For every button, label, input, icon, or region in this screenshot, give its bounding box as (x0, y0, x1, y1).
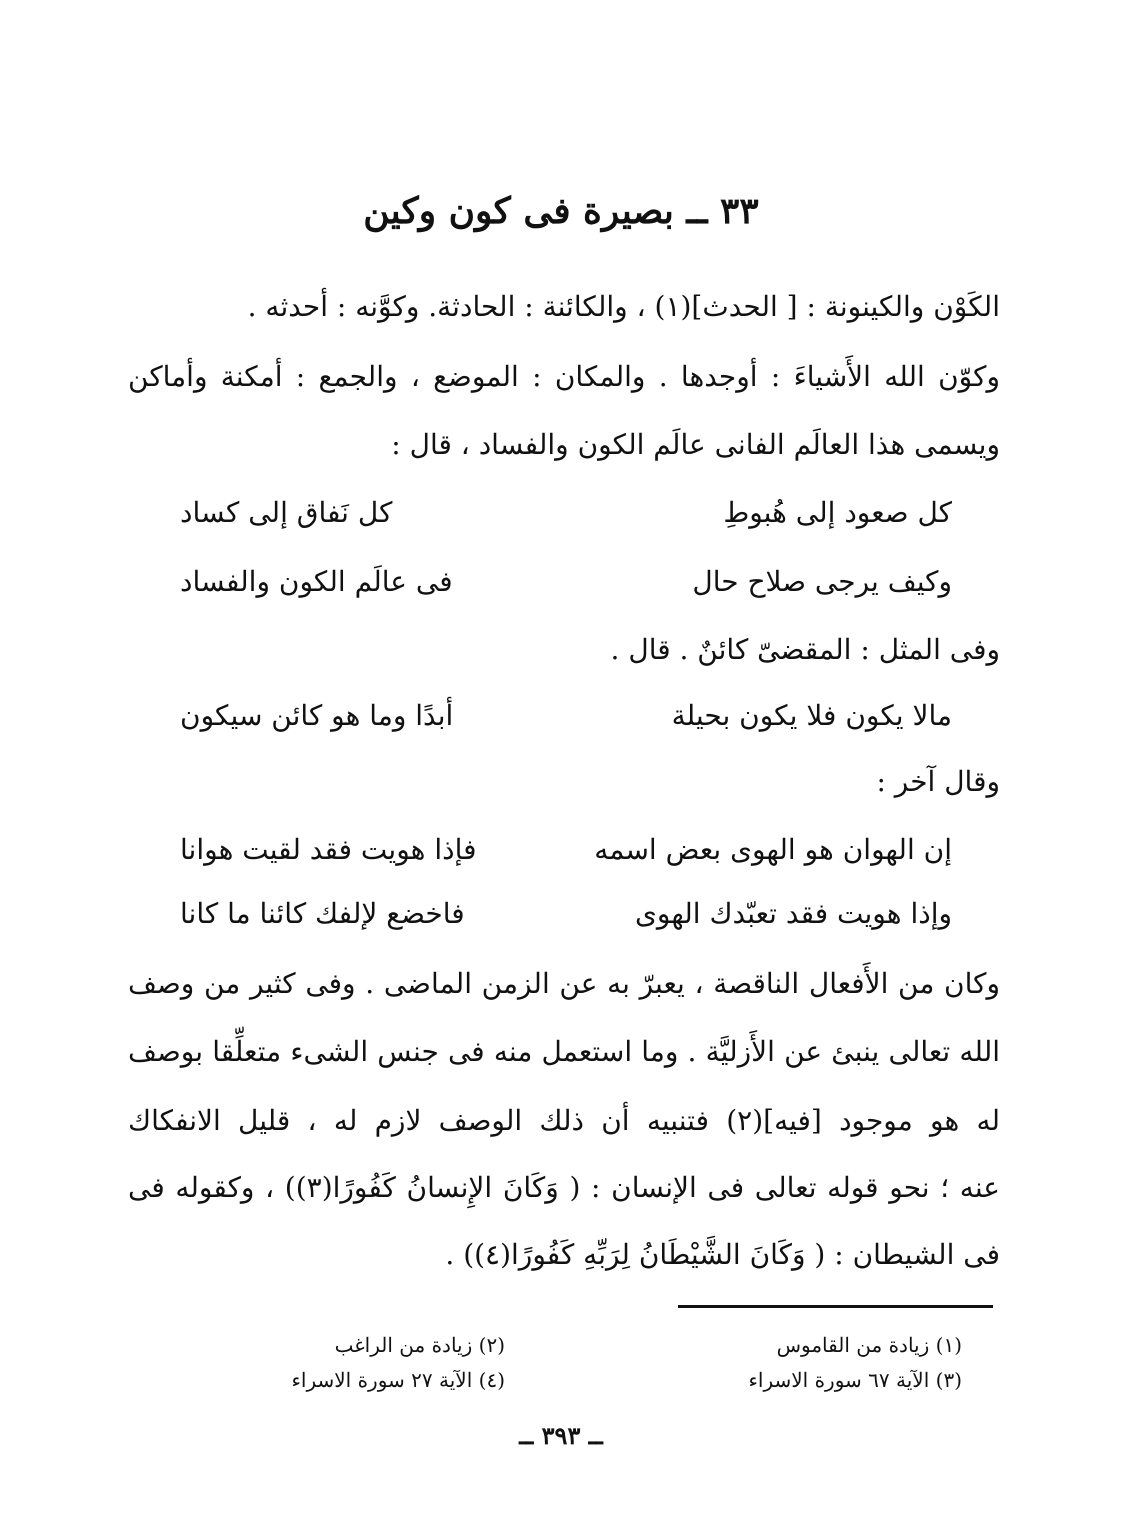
verse-4-first-hemistich: إن الهوان هو الهوى بعض اسمه (594, 833, 952, 866)
paragraph2-line-2: الله تعالى ينبئ عن الأَزليَّة . وما استعمل منه فى جنس الشىء متعلِّقا بوصف (128, 1035, 1000, 1068)
chapter-title: ٣٣ ــ بصيرة فى كون وكين (363, 190, 759, 232)
paragraph2-line-3: له هو موجود [فيه](٢) فتنبيه أن ذلك الوصف لازم له ، قليل الانفكاك (128, 1104, 1001, 1137)
verse-2-second-hemistich: فى عالَم الكون والفساد (180, 565, 453, 598)
paragraph-line-2: وكوّن الله الأَشياءَ : أوجدها . والمكان : الموضع ، والجمع : أمكنة وأماكن (128, 360, 1000, 393)
paragraph-line-mathal: وفى المثل : المقضىّ كائنٌ . قال . (610, 633, 1000, 666)
verse-4-second-hemistich: فإذا هويت فقد لقيت هوانا (180, 833, 477, 866)
verse-3-second-hemistich: أبدًا وما هو كائن سيكون (180, 699, 454, 732)
page-number: ــ ٣٩٣ ــ (519, 1421, 603, 1450)
footnote-2: (٢) زيادة من الراغب (334, 1333, 505, 1357)
paragraph2-line-1: وكان من الأَفعال الناقصة ، يعبرّ به عن الزمن الماضى . وفى كثير من وصف (128, 967, 1000, 1000)
verse-1 (180, 491, 952, 535)
paragraph-line-3: ويسمى هذا العالَم الفانى عالَم الكون والفساد ، قال : (391, 428, 1000, 461)
verse-4 (180, 828, 952, 872)
verse-2 (180, 560, 952, 604)
footnote-separator (678, 1305, 993, 1308)
verse-3 (180, 694, 952, 738)
verse-5-first-hemistich: وإذا هويت فقد تعبّدك الهوى (634, 897, 952, 930)
paragraph2-line-5: فى الشيطان : ( وَكَانَ الشَّيْطَانُ لِرَبِّهِ كَفُورًا(٤)) . (445, 1238, 1000, 1271)
paragraph-line-qala: وقال آخر : (876, 765, 1000, 798)
paragraph-line-1: الكَوْن والكينونة : [ الحدث](١) ، والكائنة : الحادثة. وكوَّنه : أحدثه . (247, 290, 1000, 323)
verse-5-second-hemistich: فاخضع لإلفك كائنا ما كانا (180, 897, 465, 930)
verse-3-first-hemistich: مالا يكون فلا يكون بحيلة (671, 699, 952, 732)
verse-2-first-hemistich: وكيف يرجى صلاح حال (692, 565, 952, 598)
verse-1-first-hemistich: كل صعود إلى هُبوطِ (723, 496, 952, 529)
footnote-3: (٣) الآية ٦٧ سورة الاسراء (748, 1368, 962, 1392)
footnote-1: (١) زيادة من القاموس (776, 1333, 962, 1357)
paragraph2-line-4: عنه ؛ نحو قوله تعالى فى الإنسان : ( وَكَانَ الإِنسانُ كَفُورًا(٣)) ، وكقوله فى (128, 1171, 1000, 1204)
verse-5 (180, 892, 952, 936)
verse-1-second-hemistich: كل نَفاق إلى كساد (180, 496, 393, 529)
footnote-4: (٤) الآية ٢٧ سورة الاسراء (291, 1368, 505, 1392)
